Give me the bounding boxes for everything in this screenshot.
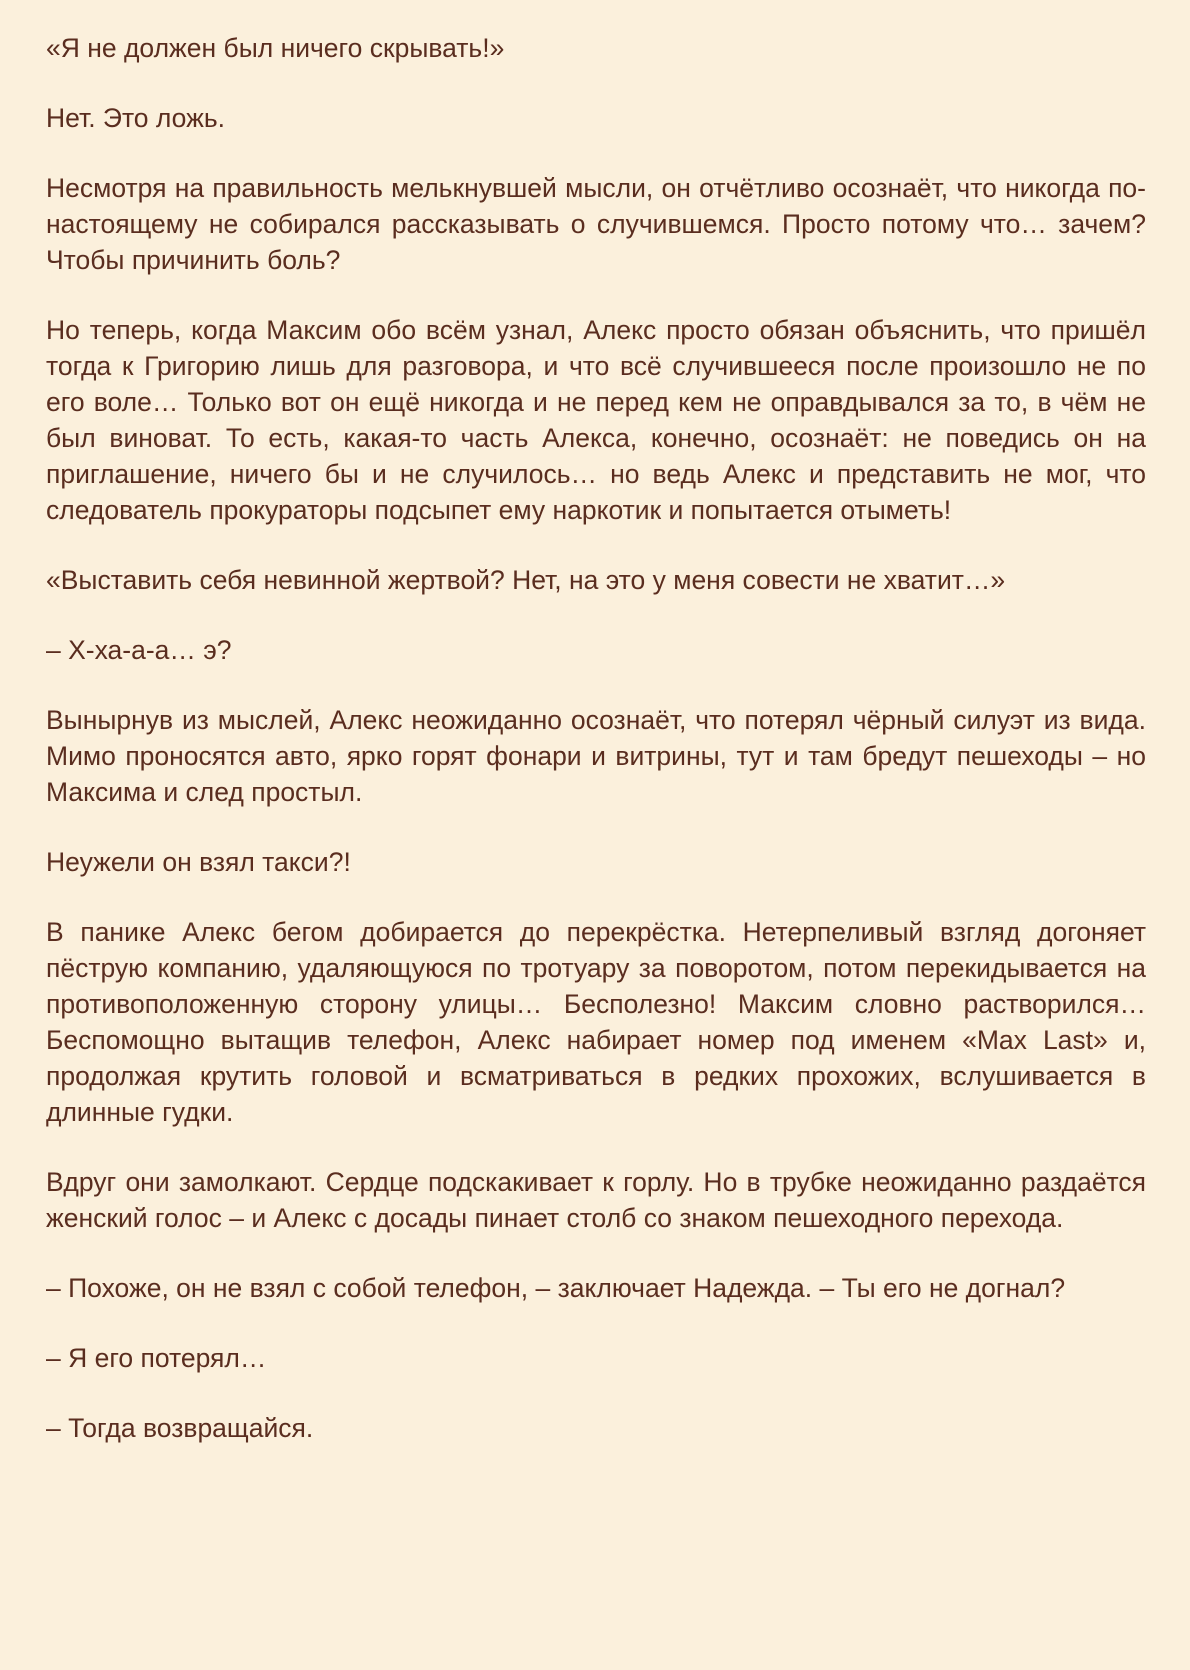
paragraph-quote-hide: «Я не должен был ничего скрывать!» — [46, 33, 505, 63]
paragraph-lie: Нет. Это ложь. — [46, 103, 226, 133]
paragraph-quote-victim: «Выставить себя невинной жертвой? Нет, на это у меня совести не хватит…» — [46, 565, 1006, 595]
paragraph-lost-sight: Вынырнув из мыслей, Алекс неожиданно осознаёт, что потерял чёрный силуэт из вида. Мимо проносятся авто, ярко горят фонари и витрины, тут и там бредут пешеходы – но Максима и след простыл. — [46, 705, 1146, 807]
paragraph-panic: В панике Алекс бегом добирается до перекрёстка. Нетерпеливый взгляд догоняет пёструю компанию, удаляющуюся по тротуару за поворотом, потом перекидывается на противоположенную сторону улицы… Бесполезно! Максим словно растворился… Беспомощно вытащив телефон, Алекс набирает номер под именем «Max Last» и, продолжая крутить головой и всматриваться в редких прохожих, вслушивается в длинные гудки. — [46, 917, 1146, 1127]
paragraph-nadezhda: – Похоже, он не взял с собой телефон, – заключает Надежда. – Ты его не догнал? — [46, 1273, 1066, 1303]
paragraph-realization: Несмотря на правильность мелькнувшей мысли, он отчётливо осознаёт, что никогда по-настоящему не собирался рассказывать о случившемся. Просто потому что… зачем? Чтобы причинить боль? — [46, 173, 1146, 275]
paragraph-exclamation: – Х-ха-а-а… э? — [46, 635, 232, 665]
paragraph-taxi: Неужели он взял такси?! — [46, 847, 351, 877]
paragraph-phone-silence: Вдруг они замолкают. Сердце подскакивает к горлу. Но в трубке неожиданно раздаётся женский голос – и Алекс с досады пинает столб со знаком пешеходного перехода. — [46, 1167, 1146, 1233]
paragraph-explanation: Но теперь, когда Максим обо всём узнал, Алекс просто обязан объяснить, что пришёл тогда к Григорию лишь для разговора, и что всё случившееся после произошло не по его воле… Только вот он ещё никогда и не перед кем не оправдывался за то, в чём не был виноват. То есть, какая-то часть Алекса, конечно, осознаёт: не поведись он на приглашение, ничего бы и не случилось… но ведь Алекс и представить не мог, что следователь прокураторы подсыпет ему наркотик и попытается отыметь! — [46, 315, 1146, 525]
paragraph-return: – Тогда возвращайся. — [46, 1413, 314, 1443]
paragraph-lost: – Я его потерял… — [46, 1343, 267, 1373]
